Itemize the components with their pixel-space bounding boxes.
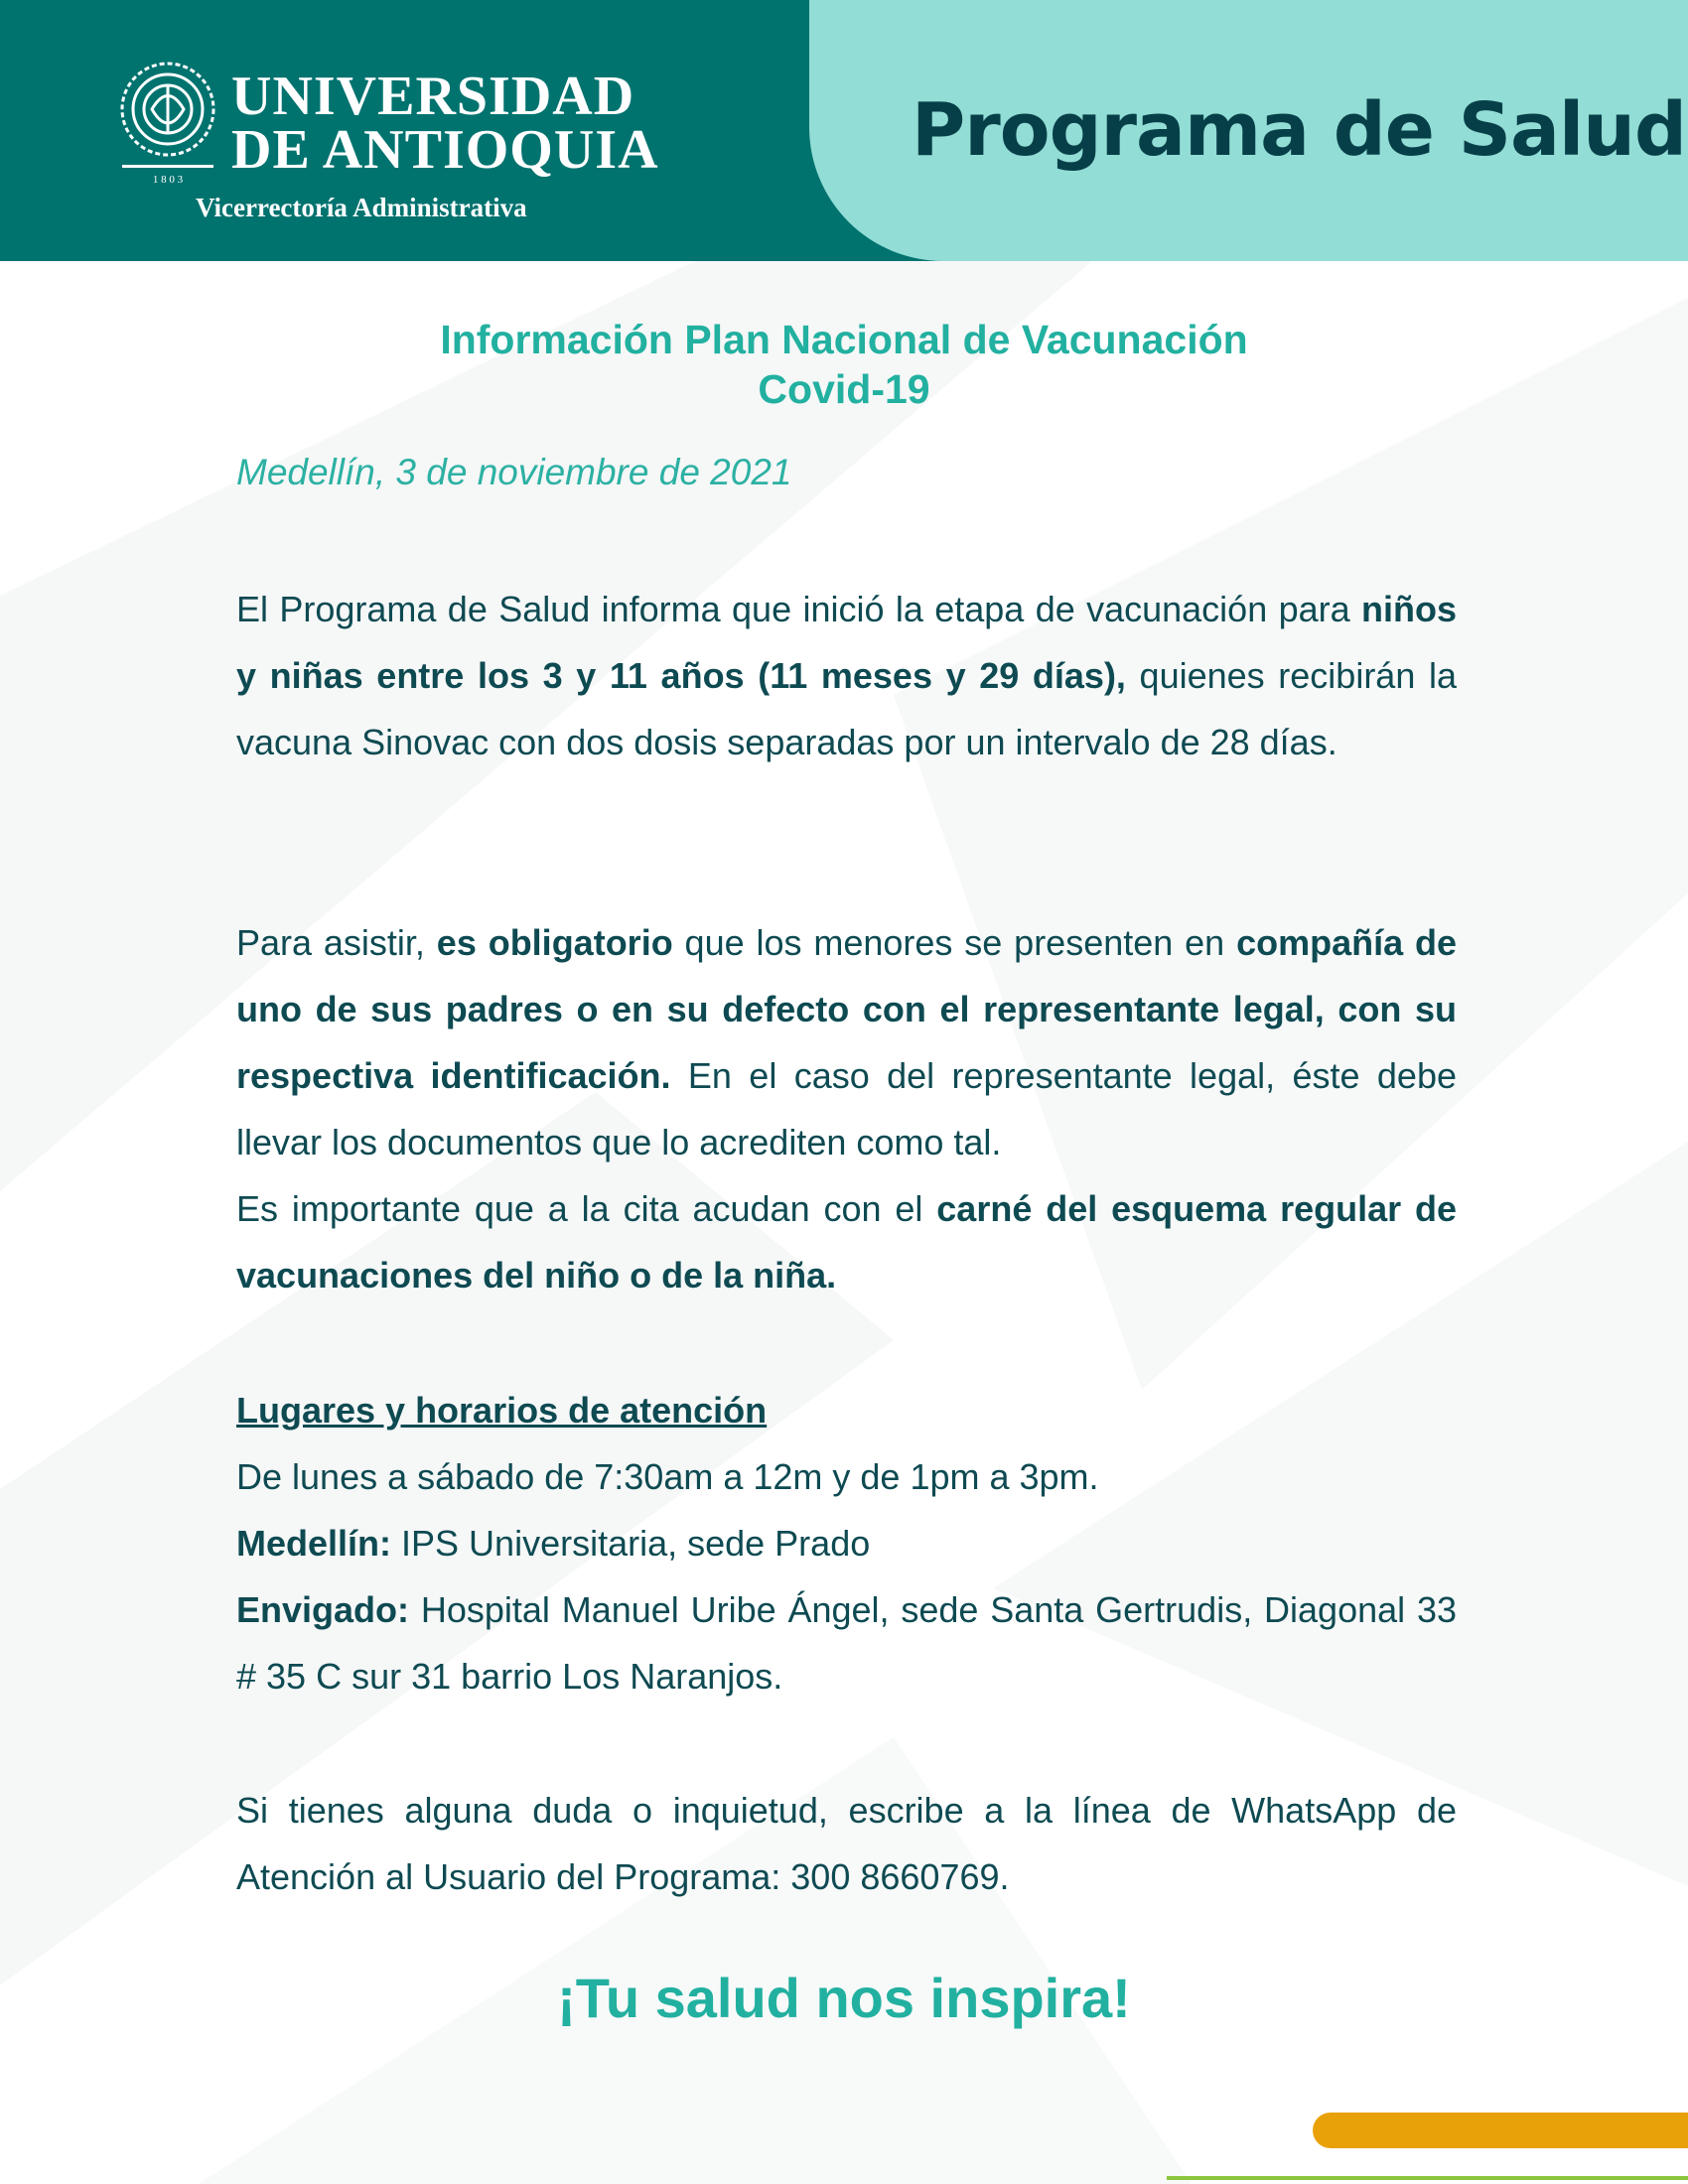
university-name-line1: UNIVERSIDAD	[231, 66, 635, 127]
slogan: ¡Tu salud nos inspira!	[557, 1967, 1131, 2029]
p2-text-c: que los menores se presenten en	[672, 922, 1237, 963]
paragraph-vaccination-stage	[236, 576, 1457, 775]
p3-text-a: Es importante que a la cita acudan con el	[236, 1188, 937, 1229]
location-envigado	[236, 1576, 1457, 1709]
footer-orange-bar	[1313, 2113, 1688, 2148]
p1-text-a: El Programa de Salud informa que inició la etapa de vacunación para	[236, 589, 1361, 629]
footer-green-line	[1167, 2176, 1688, 2180]
schedule-text: De lunes a sábado de 7:30am a 12m y de 1pm a 3pm.	[236, 1456, 1099, 1497]
p2-text-bold-d: compañía de uno de sus padres o en su defecto con el representante legal, con su respectiva identificación.	[236, 922, 1458, 1096]
department-name: Vicerrectoría Administrativa	[196, 193, 527, 222]
paragraph-vaccination-card	[236, 1175, 1457, 1308]
program-title: Programa de Salud	[912, 87, 1686, 173]
p2-text-e: En el caso del representante legal, éste debe llevar los documentos que lo acrediten como tal.	[236, 1055, 1458, 1162]
paragraph-requirements	[236, 909, 1457, 1175]
document-date: Medellín, 3 de noviembre de 2021	[236, 452, 792, 492]
document-title-line2: Covid-19	[758, 366, 930, 412]
p2-text-bold-b: es obligatorio	[436, 922, 673, 963]
p1-text-c: quienes recibirán la vacuna Sinovac con dos dosis separadas por un intervalo de 28 días.	[236, 655, 1457, 762]
medellin-label: Medellín:	[236, 1523, 392, 1564]
p2-text-a: Para asistir,	[236, 922, 437, 963]
contact-paragraph: Si tienes alguna duda o inquietud, escribe a la línea de WhatsApp de Atención al Usuario del Programa: 300 8660769.	[236, 1790, 1457, 1897]
p3-text-bold: carné del esquema regular de vacunaciones del niño o de la niña.	[236, 1188, 1457, 1296]
p1-text-bold: niños y niñas entre los 3 y 11 años (11 meses y 29 días),	[236, 589, 1457, 696]
document-title-line1: Información Plan Nacional de Vacunación	[440, 317, 1248, 362]
envigado-place: Hospital Manuel Uribe Ángel, sede Santa Gertrudis, Diagonal 33 # 35 C sur 31 barrio Los Naranjos.	[236, 1589, 1457, 1697]
location-medellin	[236, 1510, 870, 1576]
envigado-label: Envigado:	[236, 1589, 410, 1630]
locations-heading: Lugares y horarios de atención	[236, 1390, 768, 1431]
seal-year: 1 8 0 3	[152, 174, 184, 186]
medellin-place: IPS Universitaria, sede Prado	[391, 1523, 871, 1564]
university-name-line2: DE ANTIOQUIA	[231, 119, 659, 181]
